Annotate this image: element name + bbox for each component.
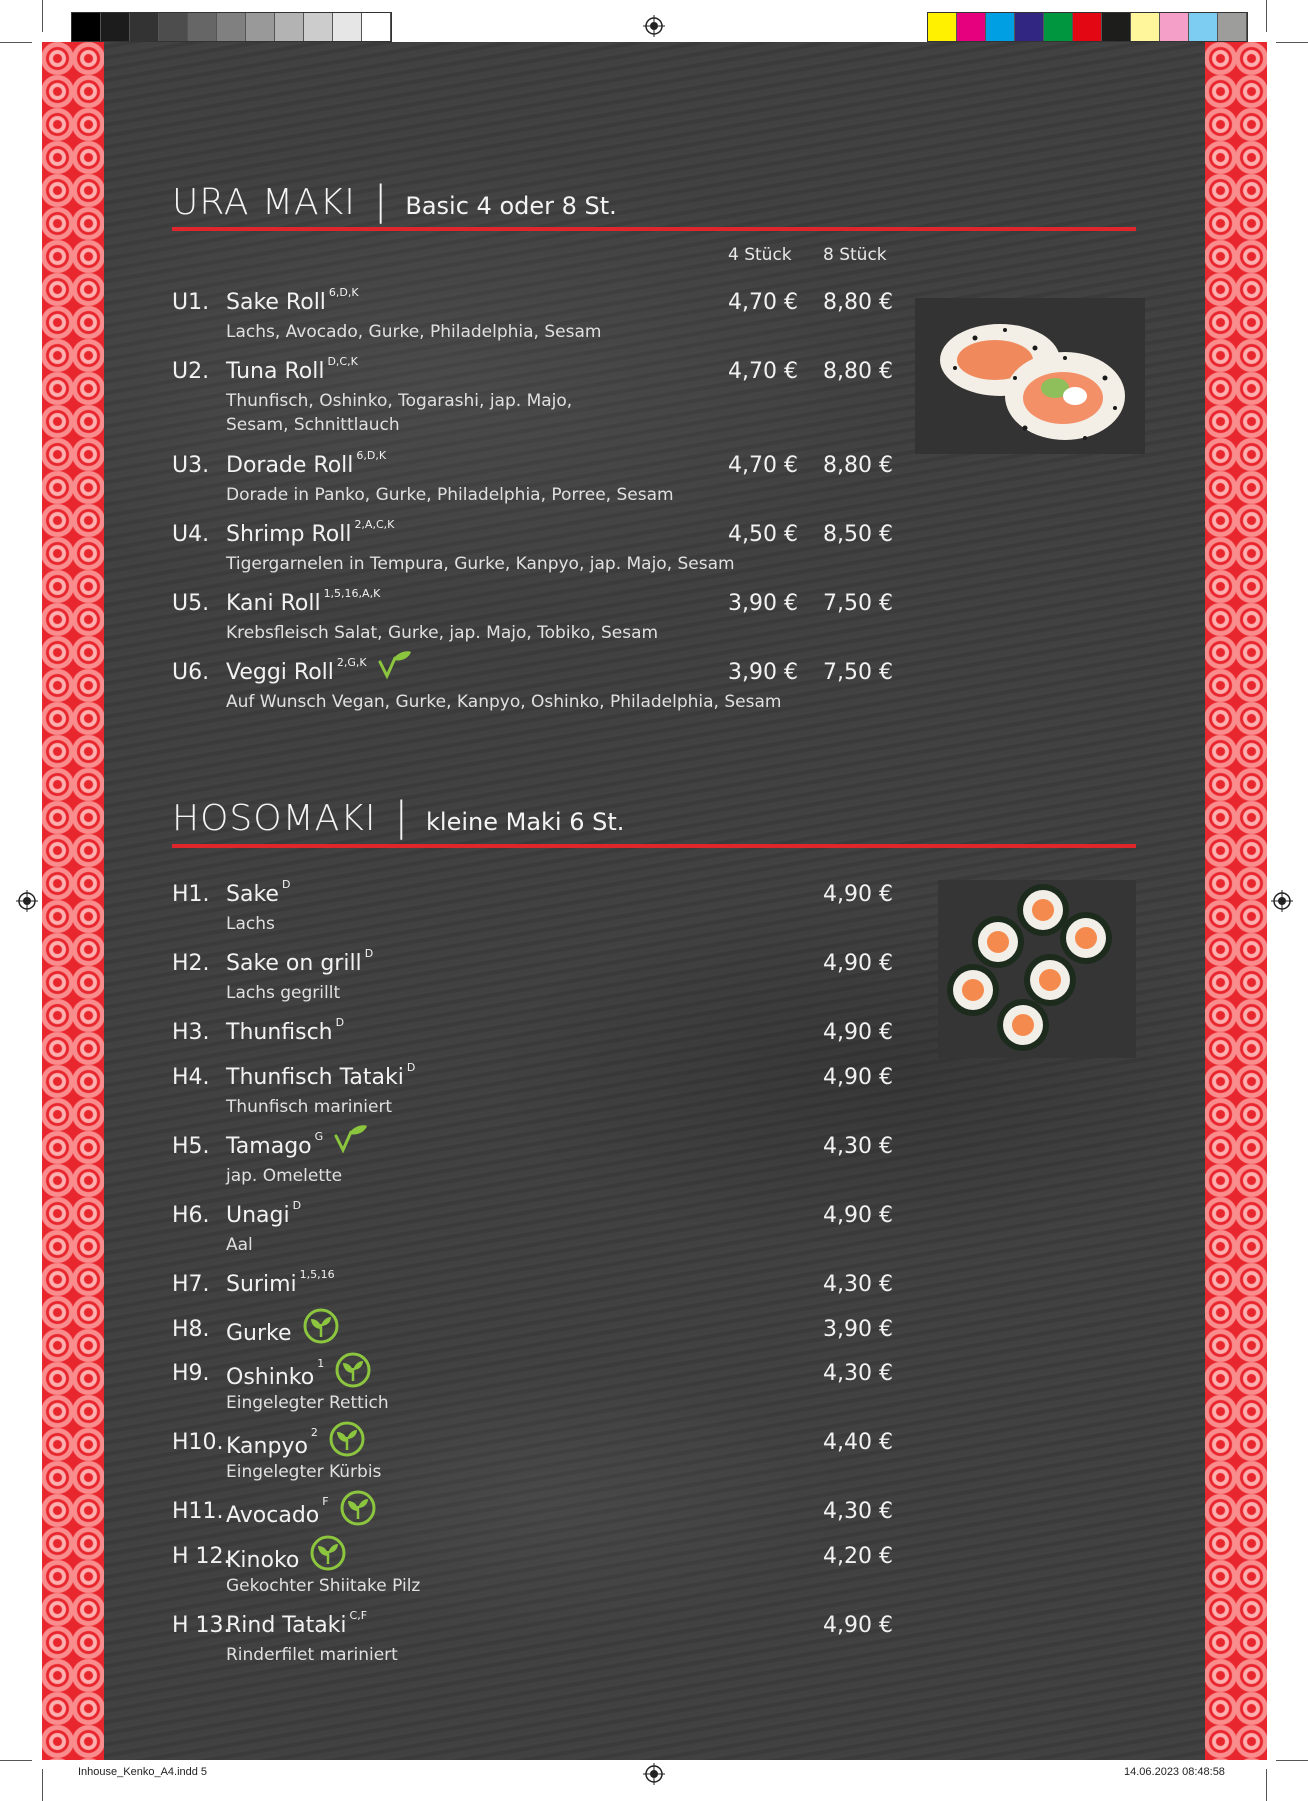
- item-description: [226, 1574, 786, 1598]
- section-heading: HOSOMAKI: [172, 798, 377, 839]
- item-name: [226, 947, 374, 976]
- item-name: [226, 1609, 368, 1638]
- vegan-leaf-icon: [302, 1307, 340, 1351]
- item-price: 4,40 €: [823, 1430, 893, 1455]
- item-description: [226, 389, 786, 437]
- vegetarian-check-icon: [377, 650, 413, 686]
- heading-separator: |: [394, 794, 408, 840]
- allergen-codes: D,C,K: [327, 355, 358, 368]
- item-number: U2.: [172, 359, 210, 384]
- description-line: Eingelegter Rettich: [226, 1393, 389, 1413]
- allergen-codes: D: [292, 1199, 302, 1212]
- item-name: [226, 1061, 416, 1090]
- item-name-text: Thunfisch Tataki: [226, 1065, 404, 1090]
- item-name-text: Veggi Roll: [226, 660, 334, 685]
- allergen-codes: D: [364, 947, 374, 960]
- item-number: H10.: [172, 1430, 224, 1455]
- item-number: H1.: [172, 882, 210, 907]
- item-name-text: Surimi: [226, 1272, 297, 1297]
- item-number: U4.: [172, 522, 210, 547]
- allergen-codes: 2,A,C,K: [354, 518, 395, 531]
- price-8-pieces: 8,80 €: [823, 453, 893, 478]
- column-header-8-pieces: 8 Stück: [823, 245, 887, 265]
- item-number: H7.: [172, 1272, 210, 1297]
- allergen-codes: 6,D,K: [328, 286, 359, 299]
- section-title-ura-maki: [172, 178, 617, 224]
- item-number: U5.: [172, 591, 210, 616]
- item-name-text: Rind Tataki: [226, 1613, 347, 1638]
- allergen-codes: 2: [310, 1426, 318, 1439]
- item-price: 4,90 €: [823, 882, 893, 907]
- section-subtitle: Basic 4 oder 8 St.: [405, 192, 617, 220]
- item-name: [226, 1357, 372, 1395]
- allergen-codes: 1,5,16: [299, 1268, 335, 1281]
- item-name-text: Sake: [226, 882, 279, 907]
- item-name: [226, 878, 291, 907]
- description-line: Lachs, Avocado, Gurke, Philadelphia, Sesam: [226, 322, 602, 342]
- item-name: [226, 518, 395, 547]
- price-4-pieces: 4,50 €: [728, 522, 798, 547]
- item-number: H 13.: [172, 1613, 231, 1638]
- allergen-codes: G: [314, 1130, 324, 1143]
- vegan-leaf-icon: [334, 1351, 372, 1395]
- item-price: 4,90 €: [823, 1613, 893, 1638]
- allergen-codes: D: [335, 1016, 345, 1029]
- description-line: Thunfisch mariniert: [226, 1097, 393, 1117]
- column-header-4-pieces: 4 Stück: [728, 245, 792, 265]
- price-8-pieces: 7,50 €: [823, 660, 893, 685]
- item-description: [226, 483, 786, 507]
- item-description: [226, 690, 786, 714]
- section-subtitle: kleine Maki 6 St.: [426, 808, 625, 836]
- vegetarian-check-icon: [333, 1124, 369, 1160]
- price-8-pieces: 8,80 €: [823, 290, 893, 315]
- item-number: U1.: [172, 290, 210, 315]
- item-number: U6.: [172, 660, 210, 685]
- item-name: [226, 1495, 377, 1533]
- item-number: H9.: [172, 1361, 210, 1386]
- vegan-leaf-icon: [339, 1489, 377, 1533]
- allergen-codes: D: [406, 1061, 416, 1074]
- item-name-text: Oshinko: [226, 1365, 315, 1390]
- item-name: [226, 1130, 369, 1160]
- price-4-pieces: 4,70 €: [728, 359, 798, 384]
- item-price: 4,30 €: [823, 1272, 893, 1297]
- item-name: [226, 355, 358, 384]
- description-line: jap. Omelette: [226, 1166, 343, 1186]
- item-number: H11.: [172, 1499, 224, 1524]
- item-name-text: Dorade Roll: [226, 453, 354, 478]
- item-name-text: Gurke: [226, 1321, 292, 1346]
- section-divider: [172, 844, 1136, 848]
- item-name: [226, 1544, 347, 1578]
- item-number: H3.: [172, 1020, 210, 1045]
- price-8-pieces: 8,50 €: [823, 522, 893, 547]
- allergen-codes: C,F: [349, 1609, 368, 1622]
- item-name: [226, 286, 359, 315]
- item-price: 4,30 €: [823, 1134, 893, 1159]
- item-description: [226, 912, 786, 936]
- section-divider: [172, 227, 1136, 231]
- description-line: Lachs gegrillt: [226, 983, 341, 1003]
- description-line: Lachs: [226, 914, 275, 934]
- description-line: Gekochter Shiitake Pilz: [226, 1576, 421, 1596]
- item-description: [226, 1391, 786, 1415]
- allergen-codes: D: [281, 878, 291, 891]
- description-line: Rinderfilet mariniert: [226, 1645, 398, 1665]
- item-price: 4,90 €: [823, 1020, 893, 1045]
- price-4-pieces: 3,90 €: [728, 591, 798, 616]
- item-name-text: Sake on grill: [226, 951, 362, 976]
- item-price: 4,90 €: [823, 951, 893, 976]
- description-line: Krebsfleisch Salat, Gurke, jap. Majo, Tobiko, Sesam: [226, 623, 659, 643]
- item-number: H6.: [172, 1203, 210, 1228]
- item-name-text: Tuna Roll: [226, 359, 325, 384]
- allergen-codes: 1,5,16,A,K: [323, 587, 381, 600]
- description-line: Thunfisch, Oshinko, Togarashi, jap. Majo,: [226, 391, 573, 411]
- description-line: Dorade in Panko, Gurke, Philadelphia, Porree, Sesam: [226, 485, 674, 505]
- print-file-info: Inhouse_Kenko_A4.indd 5: [78, 1766, 208, 1778]
- item-name: [226, 1016, 345, 1045]
- allergen-codes: 2,G,K: [336, 656, 367, 669]
- price-4-pieces: 4,70 €: [728, 453, 798, 478]
- item-name-text: Shrimp Roll: [226, 522, 352, 547]
- item-name-text: Sake Roll: [226, 290, 326, 315]
- vegan-leaf-icon: [309, 1534, 347, 1578]
- item-description: [226, 621, 786, 645]
- item-price: 4,90 €: [823, 1203, 893, 1228]
- item-name-text: Unagi: [226, 1203, 290, 1228]
- item-number: H4.: [172, 1065, 210, 1090]
- item-name: [226, 587, 381, 616]
- item-name-text: Kani Roll: [226, 591, 321, 616]
- price-4-pieces: 4,70 €: [728, 290, 798, 315]
- price-4-pieces: 3,90 €: [728, 660, 798, 685]
- heading-separator: |: [373, 178, 388, 224]
- item-description: [226, 1095, 786, 1119]
- item-number: H2.: [172, 951, 210, 976]
- item-price: 4,30 €: [823, 1361, 893, 1386]
- item-number: U3.: [172, 453, 210, 478]
- item-name: [226, 1426, 366, 1464]
- item-number: H5.: [172, 1134, 210, 1159]
- description-line: Auf Wunsch Vegan, Gurke, Kanpyo, Oshinko, Philadelphia, Sesam: [226, 692, 782, 712]
- item-number: H8.: [172, 1317, 210, 1342]
- item-name: [226, 1317, 340, 1351]
- allergen-codes: 6,D,K: [356, 449, 387, 462]
- section-heading: URA MAKI: [172, 182, 356, 223]
- item-name-text: Kinoko: [226, 1548, 300, 1573]
- item-description: [226, 1164, 786, 1188]
- section-title-hosomaki: [172, 794, 624, 840]
- item-name: [226, 656, 413, 686]
- item-description: [226, 1643, 786, 1667]
- price-8-pieces: 8,80 €: [823, 359, 893, 384]
- item-name-text: Tamago: [226, 1134, 312, 1159]
- description-line: Tigergarnelen in Tempura, Gurke, Kanpyo, jap. Majo, Sesam: [226, 554, 735, 574]
- item-description: [226, 320, 786, 344]
- item-name: [226, 1268, 335, 1297]
- allergen-codes: 1: [317, 1357, 325, 1370]
- vegan-leaf-icon: [328, 1420, 366, 1464]
- print-timestamp: 14.06.2023 08:48:58: [1124, 1766, 1225, 1778]
- item-name: [226, 1199, 302, 1228]
- item-name-text: Avocado: [226, 1503, 320, 1528]
- item-price: 4,20 €: [823, 1544, 893, 1569]
- item-description: [226, 552, 786, 576]
- item-description: [226, 1233, 786, 1257]
- item-name-text: Thunfisch: [226, 1020, 333, 1045]
- item-price: 3,90 €: [823, 1317, 893, 1342]
- item-name: [226, 449, 387, 478]
- item-description: [226, 1460, 786, 1484]
- allergen-codes: F: [322, 1495, 329, 1508]
- item-price: 4,30 €: [823, 1499, 893, 1524]
- price-8-pieces: 7,50 €: [823, 591, 893, 616]
- description-line: Aal: [226, 1235, 253, 1255]
- description-line: Eingelegter Kürbis: [226, 1462, 382, 1482]
- item-description: [226, 981, 786, 1005]
- description-line: Sesam, Schnittlauch: [226, 415, 400, 435]
- item-name-text: Kanpyo: [226, 1434, 308, 1459]
- item-price: 4,90 €: [823, 1065, 893, 1090]
- item-number: H 12.: [172, 1544, 231, 1569]
